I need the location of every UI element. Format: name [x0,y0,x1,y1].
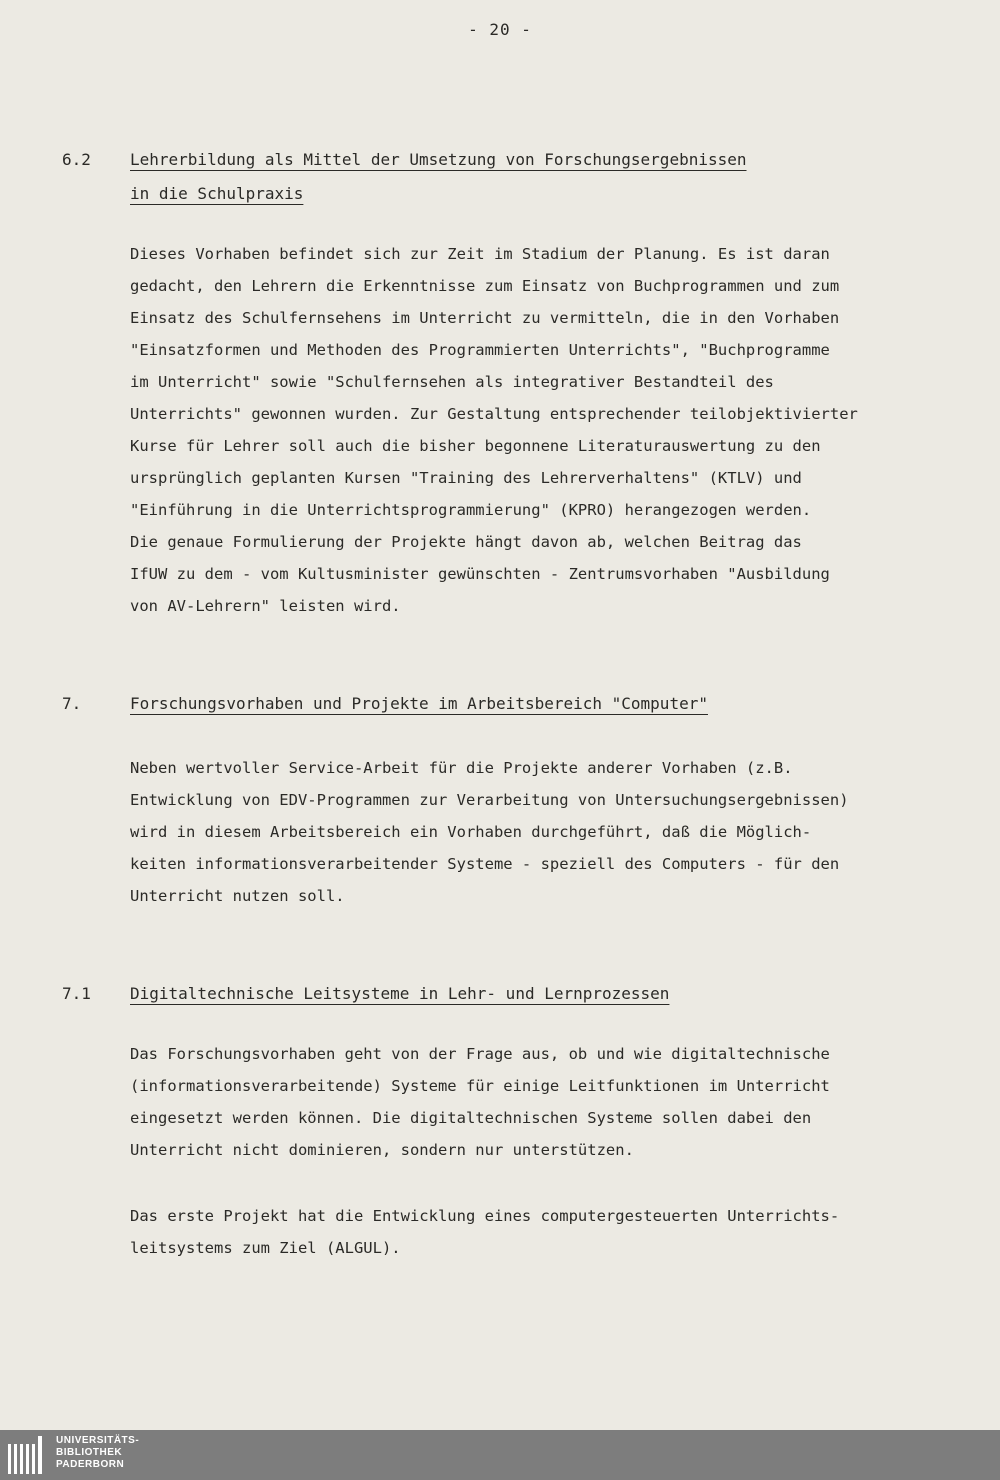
text-line: (informationsverarbeitende) Systeme für einige Leitfunktionen im Unterricht [130,1077,830,1095]
library-logo-text [56,1435,139,1471]
text-line: Kurse für Lehrer soll auch die bisher begonnene Literaturauswertung zu den [130,437,821,455]
text-line: keiten informationsverarbeitender Systeme - speziell des Computers - für den [130,855,840,873]
text-line: eingesetzt werden können. Die digitaltechnischen Systeme sollen dabei den [130,1109,812,1127]
text-line: Das erste Projekt hat die Entwicklung eines computergesteuerten Unterrichts- [130,1207,840,1225]
section-number: 7.1 [62,984,91,1003]
logo-line: BIBLIOTHEK [56,1447,123,1458]
section-heading-line: in die Schulpraxis [130,184,304,203]
text-line: leitsystems zum Ziel (ALGUL). [130,1239,401,1257]
paragraph [130,752,980,912]
text-line: wird in diesem Arbeitsbereich ein Vorhaben durchgeführt, daß die Möglich- [130,823,812,841]
text-line: Unterricht nutzen soll. [130,887,345,905]
text-line: im Unterricht" sowie "Schulfernsehen als integrativer Bestandteil des [130,373,774,391]
text-line: gedacht, den Lehrern die Erkenntnisse zum Einsatz von Buchprogrammen und zum [130,277,840,295]
text-line: von AV-Lehrern" leisten wird. [130,597,401,615]
paragraph [130,1038,980,1166]
paragraph [130,238,980,622]
text-line: Unterrichts" gewonnen wurden. Zur Gestaltung entsprechender teilobjektivierter [130,405,858,423]
text-line: Dieses Vorhaben befindet sich zur Zeit im Stadium der Planung. Es ist daran [130,245,830,263]
text-line: "Einsatzformen und Methoden des Programmierten Unterrichts", "Buchprogramme [130,341,830,359]
page-number: - 20 - [468,20,532,39]
logo-line: PADERBORN [56,1459,125,1470]
text-line: Unterricht nicht dominieren, sondern nur unterstützen. [130,1141,634,1159]
text-line: IfUW zu dem - vom Kultusminister gewünschten - Zentrumsvorhaben "Ausbildung [130,565,830,583]
text-line: Entwicklung von EDV-Programmen zur Verarbeitung von Untersuchungsergebnissen) [130,791,849,809]
text-line: Das Forschungsvorhaben geht von der Frage aus, ob und wie digitaltechnische [130,1045,830,1063]
library-footer-bar [0,1430,1000,1480]
section-heading-line: Digitaltechnische Leitsysteme in Lehr- und Lernprozessen [130,984,670,1003]
section-heading-line: Lehrerbildung als Mittel der Umsetzung von Forschungsergebnissen [130,150,747,169]
text-line: Die genaue Formulierung der Projekte hängt davon ab, welchen Beitrag das [130,533,802,551]
text-line: Einsatz des Schulfernsehens im Unterricht zu vermitteln, die in den Vorhaben [130,309,840,327]
section-number: 7. [62,694,82,713]
section-number: 6.2 [62,150,91,169]
text-line: Neben wertvoller Service-Arbeit für die Projekte anderer Vorhaben (z.B. [130,759,793,777]
paragraph [130,1200,980,1264]
text-line: ursprünglich geplanten Kursen "Training des Lehrerverhaltens" (KTLV) und [130,469,802,487]
library-logo-icon [8,1436,48,1474]
text-line: "Einführung in die Unterrichtsprogrammierung" (KPRO) herangezogen werden. [130,501,812,519]
section-heading-line: Forschungsvorhaben und Projekte im Arbeitsbereich "Computer" [130,694,708,713]
logo-line: UNIVERSITÄTS- [56,1435,140,1446]
